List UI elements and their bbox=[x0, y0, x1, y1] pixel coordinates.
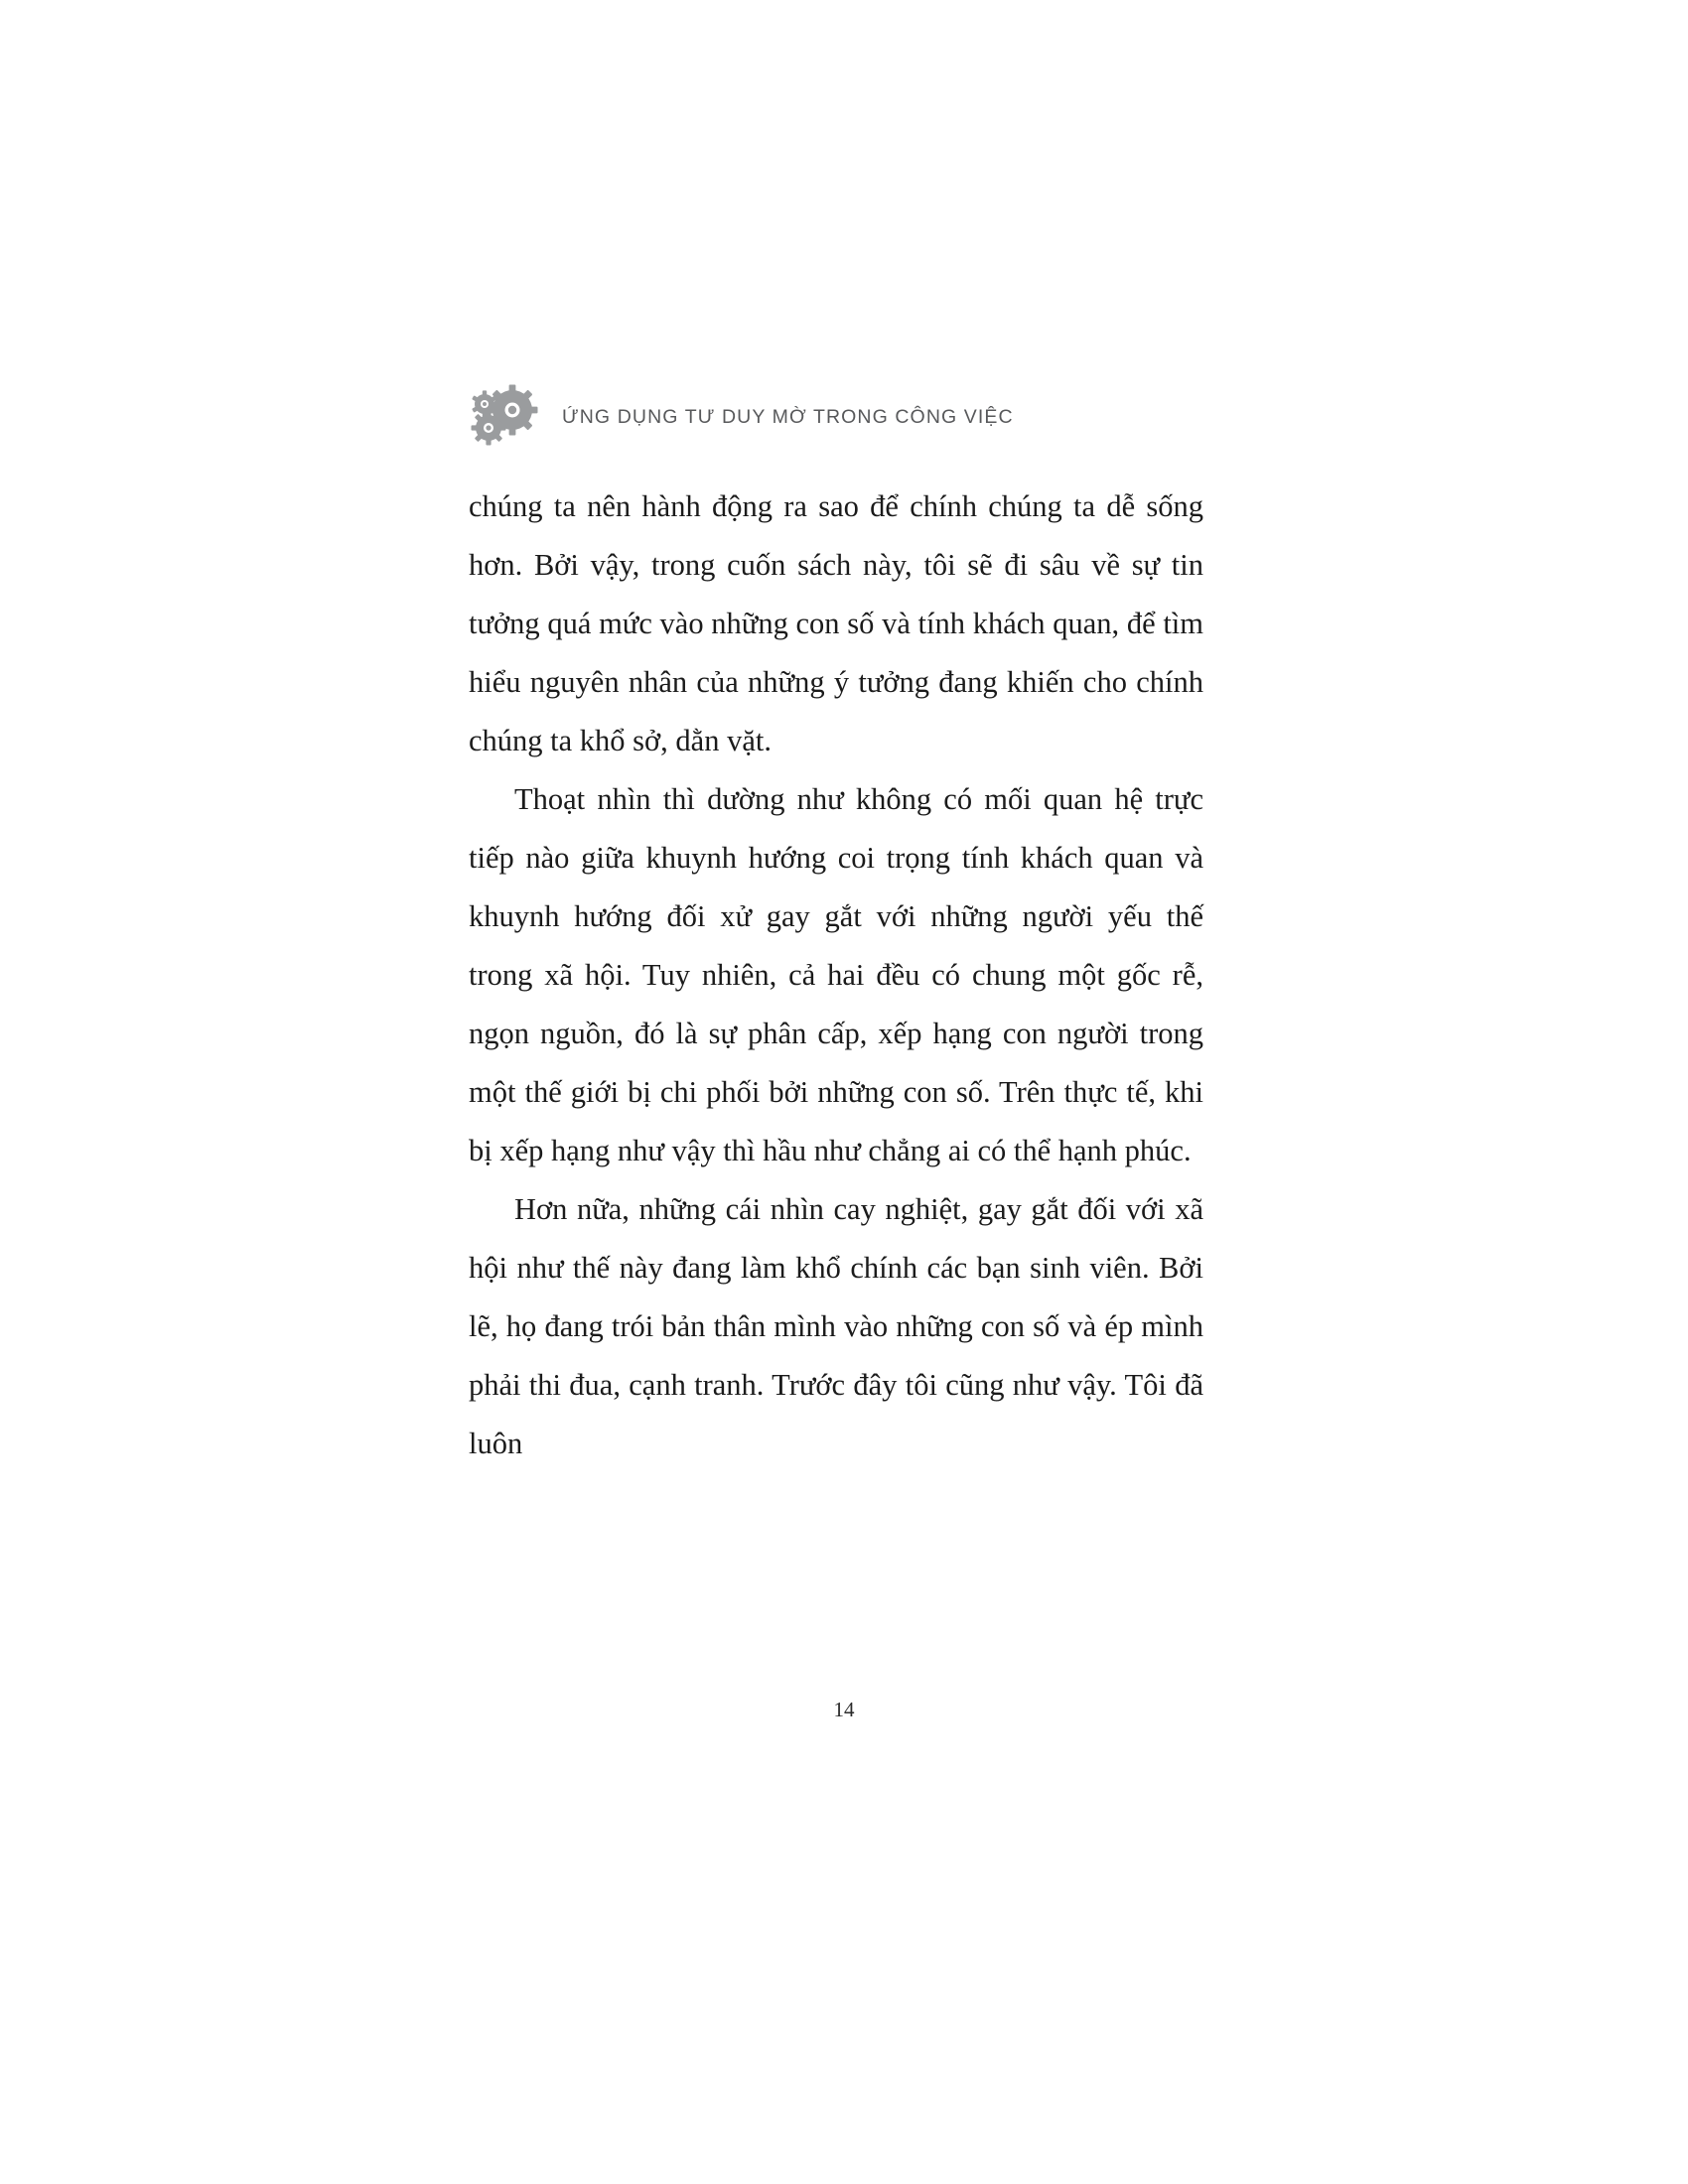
page-number: 14 bbox=[833, 1698, 855, 1721]
gears-icon bbox=[469, 384, 544, 450]
paragraph-3: Hơn nữa, những cái nhìn cay nghiệt, gay gắt đối với xã hội như thế này đang làm khổ chính các bạn sinh viên. Bởi lẽ, họ đang trói bản thân mình vào những con số và ép mình phải thi đua, cạnh tranh. Trước đây tôi cũng như vậy. Tôi đã luôn bbox=[469, 1192, 1203, 1460]
body-text bbox=[469, 478, 1203, 1473]
paragraph-2: Thoạt nhìn thì dường như không có mối quan hệ trực tiếp nào giữa khuynh hướng coi trọng tính khách quan và khuynh hướng đối xử gay gắt với những người yếu thế trong xã hội. Tuy nhiên, cả hai đều có chung một gốc rễ, ngọn nguồn, đó là sự phân cấp, xếp hạng con người trong một thế giới bị chi phối bởi những con số. Trên thực tế, khi bị xếp hạng như vậy thì hầu như chẳng ai có thể hạnh phúc. bbox=[469, 782, 1203, 1167]
paragraph-1: chúng ta nên hành động ra sao để chính chúng ta dễ sống hơn. Bởi vậy, trong cuốn sách này, tôi sẽ đi sâu về sự tin tưởng quá mức vào những con số và tính khách quan, để tìm hiểu nguyên nhân của những ý tưởng đang khiến cho chính chúng ta khổ sở, dằn vặt. bbox=[469, 489, 1203, 757]
page-content bbox=[469, 382, 1203, 1473]
running-header-title: ỨNG DỤNG TƯ DUY MỜ TRONG CÔNG VIỆC bbox=[562, 405, 1014, 428]
running-header bbox=[469, 382, 1203, 452]
